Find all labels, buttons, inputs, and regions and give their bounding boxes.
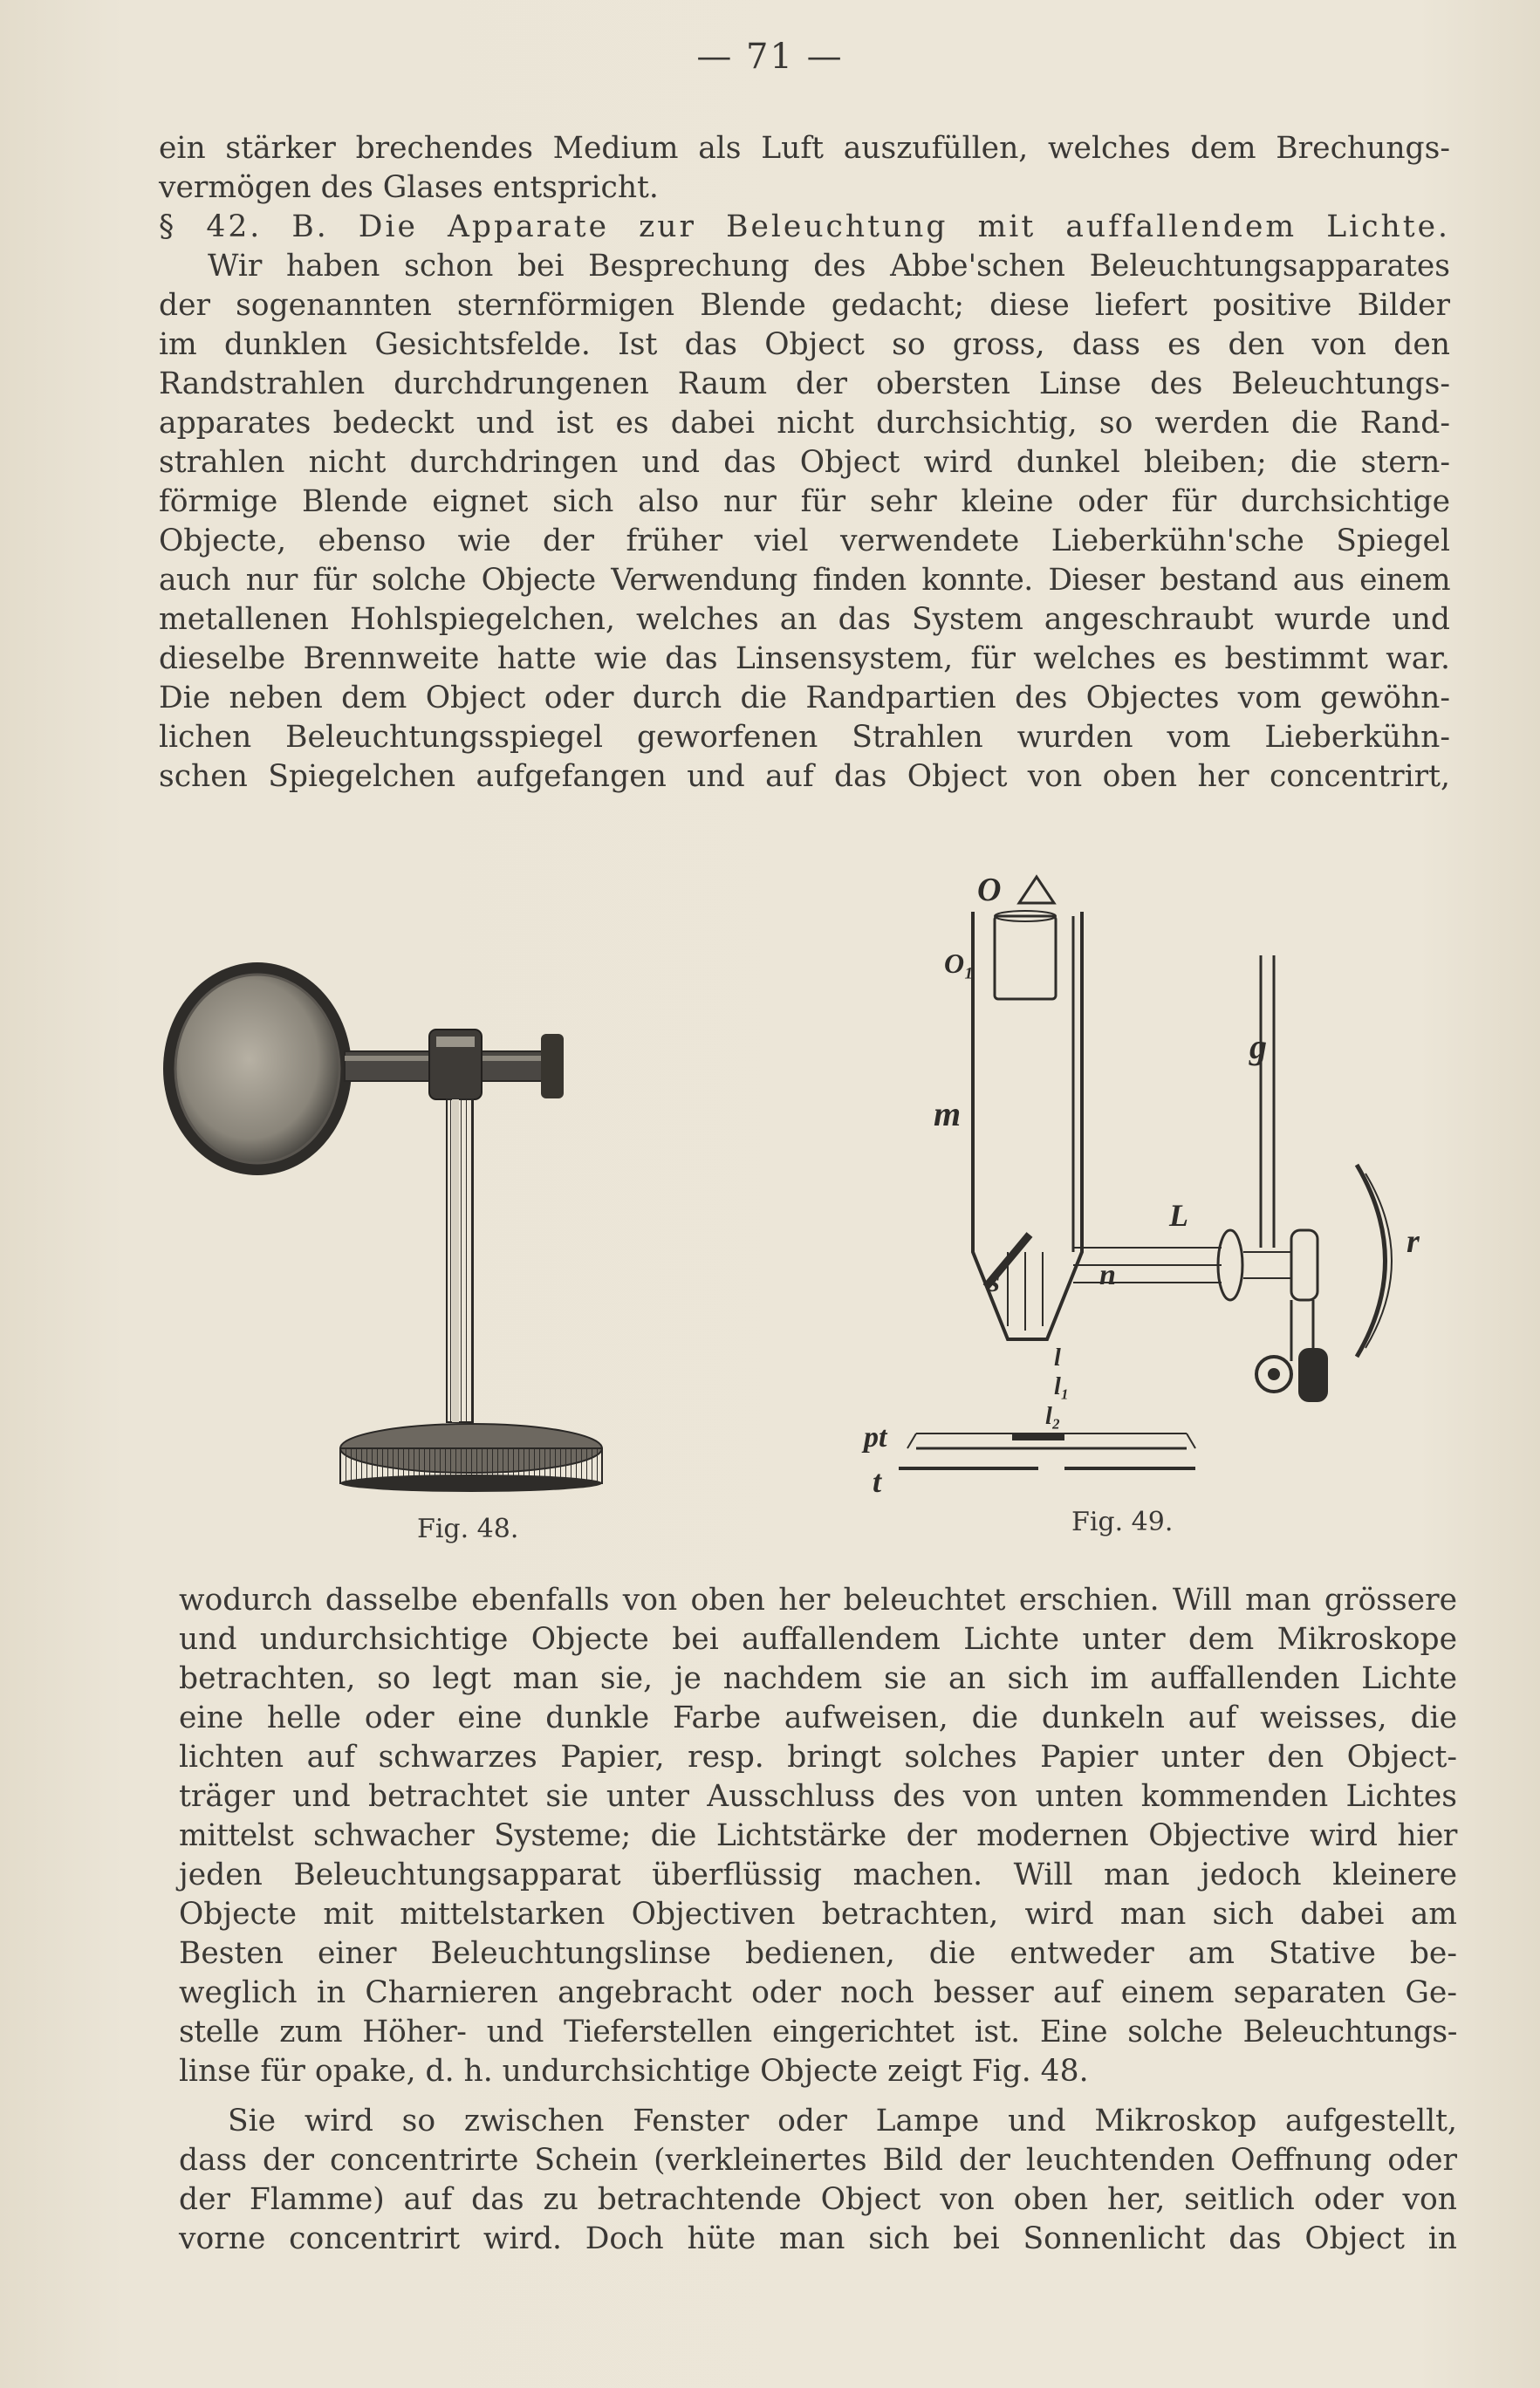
text-line: betrachten, so legt man sie, je nachdem sie an sich im auffallenden Lichte [179,1661,1457,1696]
text-line: dieselbe Brennweite hatte wie das Linsensystem, für welches es bestimmt war. [159,641,1450,676]
text-line: träger und betrachtet sie unter Ausschluss des von unten kommenden Lichtes [179,1779,1457,1814]
label-r: r [1407,1223,1420,1260]
text-line: lichten auf schwarzes Papier, resp. bringt solches Papier unter den Object- [179,1740,1457,1775]
draw-tube [995,916,1056,999]
mirror-r [1357,1165,1386,1357]
section-heading: § 42. B. Die Apparate zur Beleuchtung mit auffallendem Lichte. [159,209,1450,244]
text-line: ein stärker brechendes Medium als Luft auszufüllen, welches dem Brechungs- [159,131,1450,166]
text-line: auch nur für solche Objecte Verwendung finden konnte. Dieser bestand aus einem [159,563,1450,598]
label-t: t [873,1464,882,1499]
text-line: weglich in Charnieren angebracht oder noch besser auf einem separaten Ge- [179,1975,1457,2010]
label-L: L [1169,1198,1188,1233]
text-line: förmige Blende eignet sich also nur für sehr kleine oder für durchsichtige [159,484,1450,519]
text-line: lichen Beleuchtungsspiegel geworfenen Strahlen wurden vom Lieberkühn- [159,720,1450,755]
label-pt: pt [864,1421,887,1454]
text-line: Objecte, ebenso wie der früher viel verwendete Lieberkühn'sche Spiegel [159,523,1450,558]
label-n: n [1099,1259,1116,1291]
text-line: der sogenannten sternförmigen Blende gedacht; diese liefert positive Bilder [159,288,1450,323]
text-line: vorne concentrirt wird. Doch hüte man sich bei Sonnenlicht das Object in [179,2221,1457,2256]
label-l2: l₂ [1045,1403,1061,1430]
text-line: wodurch dasselbe ebenfalls von oben her beleuchtet erschien. Will man grössere [179,1583,1457,1618]
text-line: metallenen Hohlspiegelchen, welches an das System angeschraubt wurde und [159,602,1450,637]
text-line: und undurchsichtige Objecte bei auffallendem Lichte unter dem Mikroskope [179,1622,1457,1657]
stand-column [447,1099,473,1422]
text-line: jeden Beleuchtungsapparat überflüssig machen. Will man jedoch kleinere [179,1858,1457,1892]
eye-symbol [1019,877,1054,903]
adjust-knob [541,1034,564,1098]
text-line: dass der concentrirte Schein (verkleinertes Bild der leuchtenden Oeffnung oder [179,2143,1457,2178]
page-number: — 71 — [696,37,844,77]
label-l1: l₁ [1054,1373,1070,1400]
text-line: mittelst schwacher Systeme; die Lichtstärke der modernen Objective wird hier [179,1818,1457,1853]
text-line: vermögen des Glases entspricht. [159,170,659,205]
text-line: Sie wird so zwischen Fenster oder Lampe und Mikroskop aufgestellt, [228,2104,1457,2138]
fig48-illustration [157,934,698,1492]
text-line: Objecte mit mittelstarken Objectiven betrachten, wird man sich dabei am [179,1897,1457,1932]
text-line: eine helle oder eine dunkle Farbe aufweisen, die dunkeln auf weisses, die [179,1700,1457,1735]
text-line: strahlen nicht durchdringen und das Object wird dunkel bleiben; die stern- [159,445,1450,480]
text-line: Wir haben schon bei Besprechung des Abbe'schen Beleuchtungsapparates [208,249,1450,284]
text-line: Die neben dem Object oder durch die Randpartien des Objectes vom gewöhn- [159,681,1450,715]
top-text-block [159,129,1450,797]
label-l: l [1054,1345,1061,1372]
label-s: s [988,1263,1001,1298]
text-line: im dunklen Gesichtsfelde. Ist das Object so gross, dass es den von den [159,327,1450,362]
fig49-illustration [820,851,1448,1531]
text-line: linse für opake, d. h. undurchsichtige Objecte zeigt Fig. 48. [179,2054,1089,2089]
label-m: m [934,1094,962,1133]
label-o1: O₁ [944,948,975,979]
label-g: g [1249,1027,1267,1066]
text-line: apparates bedeckt und ist es dabei nicht durchsichtig, so werden die Rand- [159,406,1450,441]
lens-glass [175,975,339,1163]
text-line: Randstrahlen durchdrungenen Raum der obersten Linse des Beleuchtungs- [159,366,1450,401]
label-o: O [977,872,1002,908]
bottom-text-block [179,1581,1457,2259]
fig48-caption: Fig. 48. [417,1514,519,1544]
lens-L [1218,1230,1242,1300]
fig49-caption: Fig. 49. [1071,1507,1174,1537]
text-line: der Flamme) auf das zu betrachtende Object von oben her, seitlich oder von [179,2182,1457,2217]
text-line: Besten einer Beleuchtungslinse bedienen, die entweder am Stative be- [179,1936,1457,1971]
side-housing [1291,1230,1318,1300]
text-line: schen Spiegelchen aufgefangen und auf das Object von oben her concentrirt, [159,759,1450,794]
text-line: stelle zum Höher- und Tieferstellen eingerichtet ist. Eine solche Beleuchtungs- [179,2015,1457,2049]
